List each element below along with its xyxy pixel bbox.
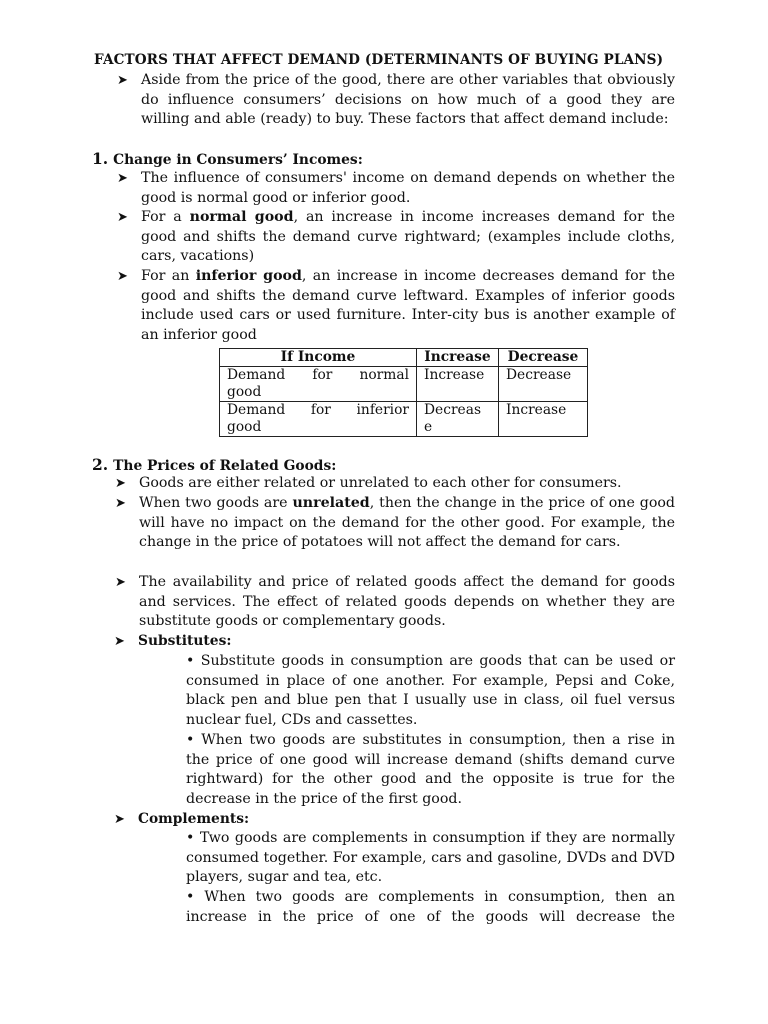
- table-cell-line: e: [424, 419, 433, 435]
- arrow-bullet-icon: ➤: [115, 575, 126, 590]
- table-header-cell: If Income: [220, 349, 417, 367]
- table-cell-line: Demand for normal: [227, 367, 409, 383]
- section2-bullet-3-text: The availability and price of related goods affect the demand for goods and services. The effect of related goods depends on whether they are substitute goods or complementary goods.: [139, 574, 675, 630]
- arrow-bullet-icon: ➤: [115, 496, 126, 511]
- table-header-cell: Increase: [417, 349, 499, 367]
- arrow-bullet-icon: ➤: [114, 634, 125, 649]
- normal-good-term: normal good: [189, 209, 294, 225]
- complements-label: Complements:: [138, 811, 250, 827]
- table-row: [220, 367, 588, 402]
- intro-bullet: [117, 71, 675, 130]
- substitutes-heading: [114, 632, 232, 652]
- section2-bullet-2-pre: When two goods are: [139, 495, 293, 511]
- arrow-bullet-icon: ➤: [117, 210, 128, 225]
- section1-bullet-1-text: The influence of consumers' income on demand depends on whether the good is normal good or inferior good.: [141, 170, 675, 206]
- table-cell: Increase: [499, 402, 588, 437]
- section2-bullet-3: [115, 573, 675, 632]
- intro-text: Aside from the price of the good, there are other variables that obviously do influence consumers’ decisions on how much of a good they are willing and able (ready) to buy. These factors that affect demand include:: [141, 72, 675, 128]
- table-cell-line: good: [227, 419, 262, 435]
- section1-bullet-2: [117, 208, 675, 267]
- table-cell: [417, 402, 499, 437]
- table-header-row: [220, 349, 588, 367]
- section2-title: The Prices of Related Goods:: [113, 458, 337, 474]
- table-cell-line: Demand for inferior: [227, 402, 409, 418]
- section2-bullet-1-text: Goods are either related or unrelated to each other for consumers.: [139, 475, 622, 491]
- arrow-bullet-icon: ➤: [114, 812, 125, 827]
- section1-title: Change in Consumers’ Incomes:: [113, 152, 363, 168]
- table-cell-line: good: [227, 384, 262, 400]
- table-row: [220, 402, 588, 437]
- complements-paragraph-1: • Two goods are complements in consumption if they are normally consumed together. For example, cars and gasoline, DVDs and DVD players, sugar and tea, etc.: [186, 830, 675, 886]
- unrelated-term: unrelated: [292, 495, 370, 511]
- table-cell: [220, 402, 417, 437]
- section1-bullet-3: [117, 267, 675, 345]
- section1-bullet-3-post: , an increase in income decreases demand for the good and shifts the demand curve leftward. Examples of inferior goods include used cars or used furniture. Inter-city bus is another example of an inferior good: [141, 268, 675, 343]
- substitutes-paragraph-2: • When two goods are substitutes in consumption, then a rise in the price of one good will increase demand (shifts demand curve rightward) for the other good and the opposite is true for the decrease in the price of the first good.: [186, 732, 675, 807]
- section2-bullet-1: [115, 474, 675, 494]
- substitutes-paragraph-1: • Substitute goods in consumption are goods that can be used or consumed in place of one another. For example, Pepsi and Coke, black pen and blue pen that I usually use in class, oil fuel versus nuclear fuel, CDs and cassettes.: [186, 653, 675, 728]
- table-cell: Decrease: [499, 367, 588, 402]
- section1-number: 1.: [92, 149, 109, 168]
- table-header-cell: Decrease: [499, 349, 588, 367]
- arrow-bullet-icon: ➤: [117, 269, 128, 284]
- arrow-bullet-icon: ➤: [115, 476, 126, 491]
- section1-bullet-2-post: , an increase in income increases demand for the good and shifts the demand curve rightward; (examples include cloths, cars, vacations): [141, 209, 675, 265]
- section2-bullet-2-post: , then the change in the price of one good will have no impact on the demand for the other good. For example, the change in the price of potatoes will not affect the demand for cars.: [139, 495, 676, 551]
- substitutes-label: Substitutes:: [138, 633, 232, 649]
- table-cell-line: Decreas: [424, 402, 482, 418]
- table-cell: [220, 367, 417, 402]
- section1-bullet-1: [117, 169, 675, 208]
- arrow-bullet-icon: ➤: [117, 73, 128, 88]
- section2-bullet-2: [115, 494, 676, 553]
- complements-paragraph-2: • When two goods are complements in consumption, then an increase in the price of one of the goods will decrease the: [186, 889, 675, 925]
- inferior-good-term: inferior good: [195, 268, 302, 284]
- section2-number: 2.: [92, 455, 109, 474]
- section1-bullet-3-pre: For an: [141, 268, 196, 284]
- income-table: [219, 348, 588, 437]
- section1-heading: [92, 149, 363, 171]
- table-cell: Increase: [417, 367, 499, 402]
- page-title: FACTORS THAT AFFECT DEMAND (DETERMINANTS OF BUYING PLANS): [94, 52, 664, 68]
- complements-heading: [114, 810, 250, 830]
- section1-bullet-2-pre: For a: [141, 209, 190, 225]
- arrow-bullet-icon: ➤: [117, 171, 128, 186]
